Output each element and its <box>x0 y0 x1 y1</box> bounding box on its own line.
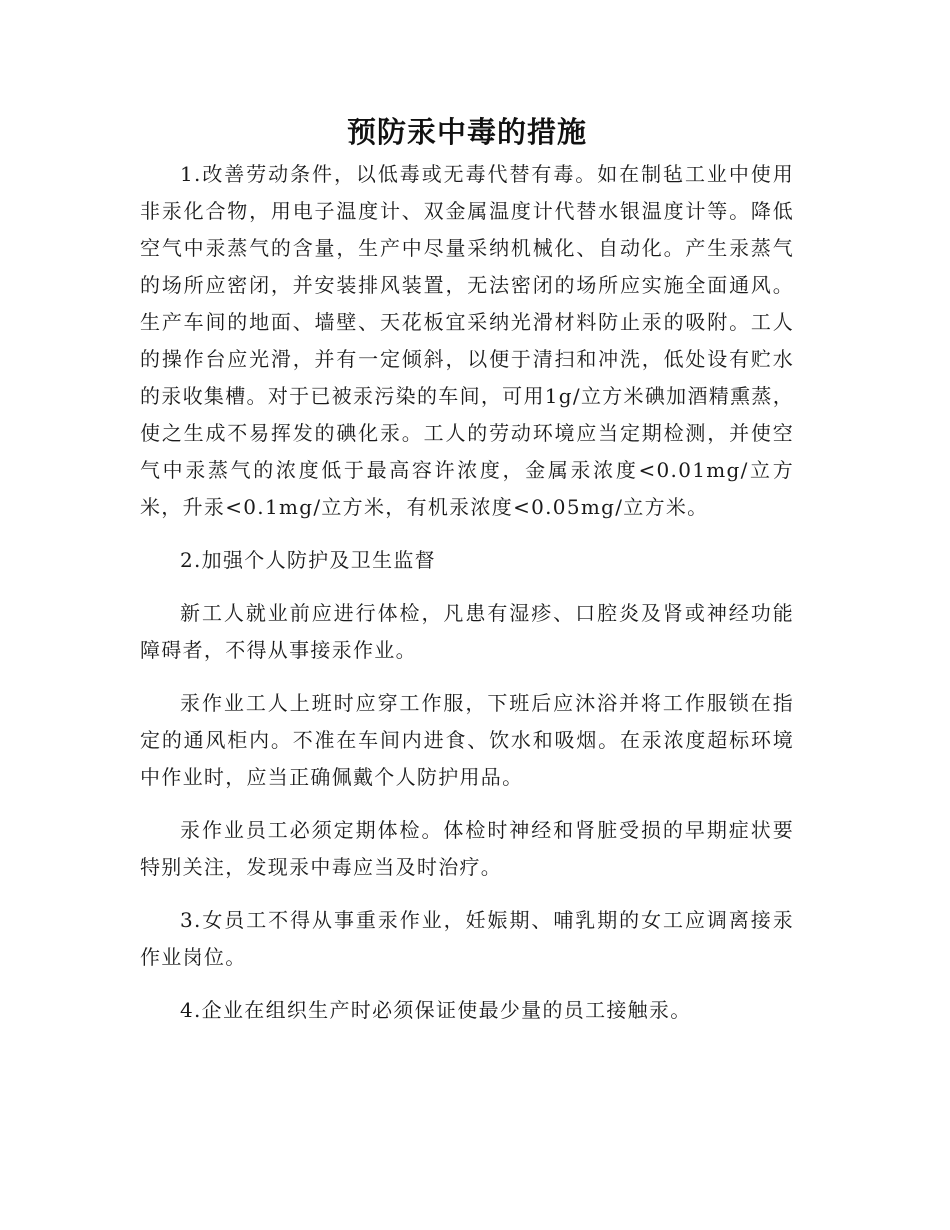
paragraph-6: 3.女员工不得从事重汞作业，妊娠期、哺乳期的女工应调离接汞作业岗位。 <box>140 908 794 969</box>
paragraph-7: 4.企业在组织生产时必须保证使最少量的员工接触汞。 <box>180 998 692 1022</box>
document-title: 预防汞中毒的措施 <box>346 115 587 149</box>
paragraph-2-heading: 2.加强个人防护及卫生监督 <box>180 548 436 572</box>
paragraph-4: 汞作业工人上班时应穿工作服，下班后应沐浴并将工作服锁在指定的通风柜内。不准在车间内进食、饮水和吸烟。在汞浓度超标环境中作业时，应当正确佩戴个人防护用品。 <box>140 691 794 789</box>
paragraph-1: 1.改善劳动条件，以低毒或无毒代替有毒。如在制毡工业中使用非汞化合物，用电子温度计、双金属温度计代替水银温度计等。降低空气中汞蒸气的含量，生产中尽量采纳机械化、自动化。产生汞蒸气的场所应密闭，并安装排风装置，无法密闭的场所应实施全面通风。生产车间的地面、墙壁、天花板宜采纳光滑材料防止汞的吸附。工人的操作台应光滑，并有一定倾斜，以便于清扫和冲洗，低处设有贮水的汞收集槽。对于已被汞污染的车间，可用1g/立方米碘加酒精熏蒸，使之生成不易挥发的碘化汞。工人的劳动环境应当定期检测，并使空气中汞蒸气的浓度低于最高容许浓度，金属汞浓度<0.01mg/立方米，升汞<0.1mg/立方米，有机汞浓度<0.05mg/立方米。 <box>140 162 794 519</box>
paragraph-5: 汞作业员工必须定期体检。体检时神经和肾脏受损的早期症状要特别关注，发现汞中毒应当及时治疗。 <box>140 818 794 879</box>
document-body <box>140 112 794 1045</box>
paragraph-3: 新工人就业前应进行体检，凡患有湿疹、口腔炎及肾或神经功能障碍者，不得从事接汞作业。 <box>140 601 794 662</box>
